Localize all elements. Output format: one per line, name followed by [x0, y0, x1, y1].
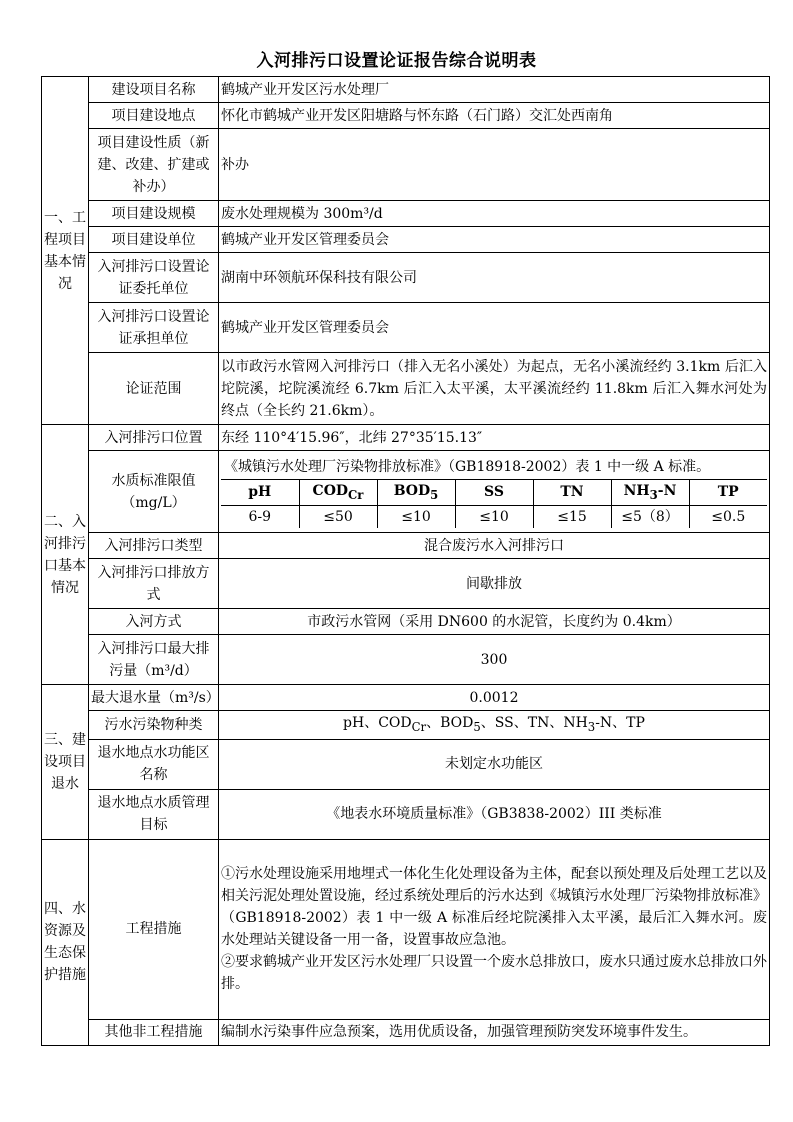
outlet-position-label: 入河排污口位置: [89, 425, 219, 451]
standard-limits-table: [221, 480, 767, 529]
project-nature-label: 项目建设性质（新建、改建、扩建或补办）: [89, 129, 219, 201]
param-header: TP: [689, 480, 767, 506]
inflow-way-label: 入河方式: [89, 609, 219, 635]
page-title: 入河排污口设置论证报告综合说明表: [256, 51, 537, 71]
outlet-type-value: 混合废污水入河排污口: [219, 533, 770, 559]
water-standard-label: 水质标准限值（mg/L）: [89, 451, 219, 533]
project-unit-value: 鹤城产业开发区管理委员会: [219, 227, 770, 253]
project-name-label: 建设项目名称: [89, 77, 219, 103]
param-header: $NH_3-N$: [611, 480, 689, 506]
engineering-measures-value: [219, 839, 770, 1019]
project-name-value: 鹤城产业开发区污水处理厂: [219, 77, 770, 103]
project-scale-label: 项目建设规模: [89, 201, 219, 227]
engineering-measures-label: 工程措施: [89, 839, 219, 1019]
scope-value: 以市政污水管网入河排污口（排入无名小溪处）为起点，无名小溪流经约 3.1km 后汇入坨院溪，坨院溪流经 6.7km 后汇入太平溪，太平溪流经约 11.8km 后汇入舞水河处为终点（全长约 21.6km）。: [219, 353, 770, 425]
section-4-header: 四、水资源及生态保护措施: [42, 839, 89, 1045]
summary-table: [41, 76, 770, 1046]
engineering-measure-2: ②要求鹤城产业开发区污水处理厂只设置一个废水总排放口，废水只通过废水总排放口外排。: [221, 954, 767, 993]
max-discharge-label: 入河排污口最大排污量（m³/d）: [89, 635, 219, 685]
water-standard-cell: [219, 451, 770, 533]
project-location-label: 项目建设地点: [89, 103, 219, 129]
undertake-unit-value: 鹤城产业开发区管理委员会: [219, 303, 770, 353]
inflow-way-value: 市政污水管网（采用 DN600 的水泥管，长度约为 0.4km）: [219, 609, 770, 635]
param-header: SS: [455, 480, 533, 506]
param-limit: ≤50: [299, 506, 377, 529]
project-scale-value: 废水处理规模为 300m³/d: [219, 201, 770, 227]
section-3-header: 三、建设项目退水: [42, 685, 89, 840]
param-limit: ≤0.5: [711, 509, 746, 526]
discharge-mode-value: 间歇排放: [219, 559, 770, 609]
discharge-mode-label: 入河排污口排放方式: [89, 559, 219, 609]
pollutant-type-value: pH、$COD_{Cr}$、$BOD_5$、SS、TN、$NH_3-N$、TP: [219, 711, 770, 740]
param-limit: ≤15: [533, 506, 611, 529]
param-limit: ≤10: [377, 506, 455, 529]
param-header: $BOD_5$: [377, 480, 455, 506]
outlet-type-label: 入河排污口类型: [89, 533, 219, 559]
quality-target-value: 《地表水环境质量标准》（GB3838-2002）III 类标准: [219, 789, 770, 839]
param-limit: 6-9: [221, 506, 299, 529]
other-measures-label: 其他非工程措施: [89, 1019, 219, 1045]
other-measures-value: 编制水污染事件应急预案，选用优质设备，加强管理预防突发环境事件发生。: [219, 1019, 770, 1045]
param-limit: ≤5（8）: [611, 506, 689, 529]
scope-label: 论证范围: [89, 353, 219, 425]
engineering-measure-1: ①污水处理设施采用地埋式一体化生化处理设备为主体，配套以预处理及后处理工艺以及相关污泥处理处置设施，经过系统处理后的污水达到《城镇污水处理厂污染物排放标准》（GB18918-2002）表 1 中一级 A 标准后经坨院溪排入太平溪，最后汇入舞水河。废水处理站关键设备一用一备，设置事故应急池。: [221, 866, 767, 949]
max-return-label: 最大退水量（m³/s）: [89, 685, 219, 711]
max-return-value: 0.0012: [219, 685, 770, 711]
function-zone-value: 未划定水功能区: [219, 739, 770, 789]
undertake-unit-label: 入河排污口设置论证承担单位: [89, 303, 219, 353]
water-standard-text: 《城镇污水处理厂污染物排放标准》（GB18918-2002）表 1 中一级 A 标准。: [221, 455, 767, 480]
pollutant-type-label: 污水污染物种类: [89, 711, 219, 740]
param-header: pH: [221, 480, 299, 506]
param-header: TN: [533, 480, 611, 506]
param-limit: ≤10: [455, 506, 533, 529]
entrust-unit-label: 入河排污口设置论证委托单位: [89, 253, 219, 303]
entrust-unit-value: 湖南中环领航环保科技有限公司: [219, 253, 770, 303]
outlet-position-value: 东经 110°4′15.96″，北纬 27°35′15.13″: [219, 425, 770, 451]
param-header: $COD_{Cr}$: [299, 480, 377, 506]
max-discharge-value: 300: [219, 635, 770, 685]
section-1-header: 一、工程项目基本情况: [42, 77, 89, 425]
project-nature-value: 补办: [219, 129, 770, 201]
project-location-value: 怀化市鹤城产业开发区阳塘路与怀东路（石门路）交汇处西南角: [219, 103, 770, 129]
section-2-header: 二、入河排污口基本情况: [42, 425, 89, 685]
project-unit-label: 项目建设单位: [89, 227, 219, 253]
function-zone-label: 退水地点水功能区名称: [89, 739, 219, 789]
quality-target-label: 退水地点水质管理目标: [89, 789, 219, 839]
